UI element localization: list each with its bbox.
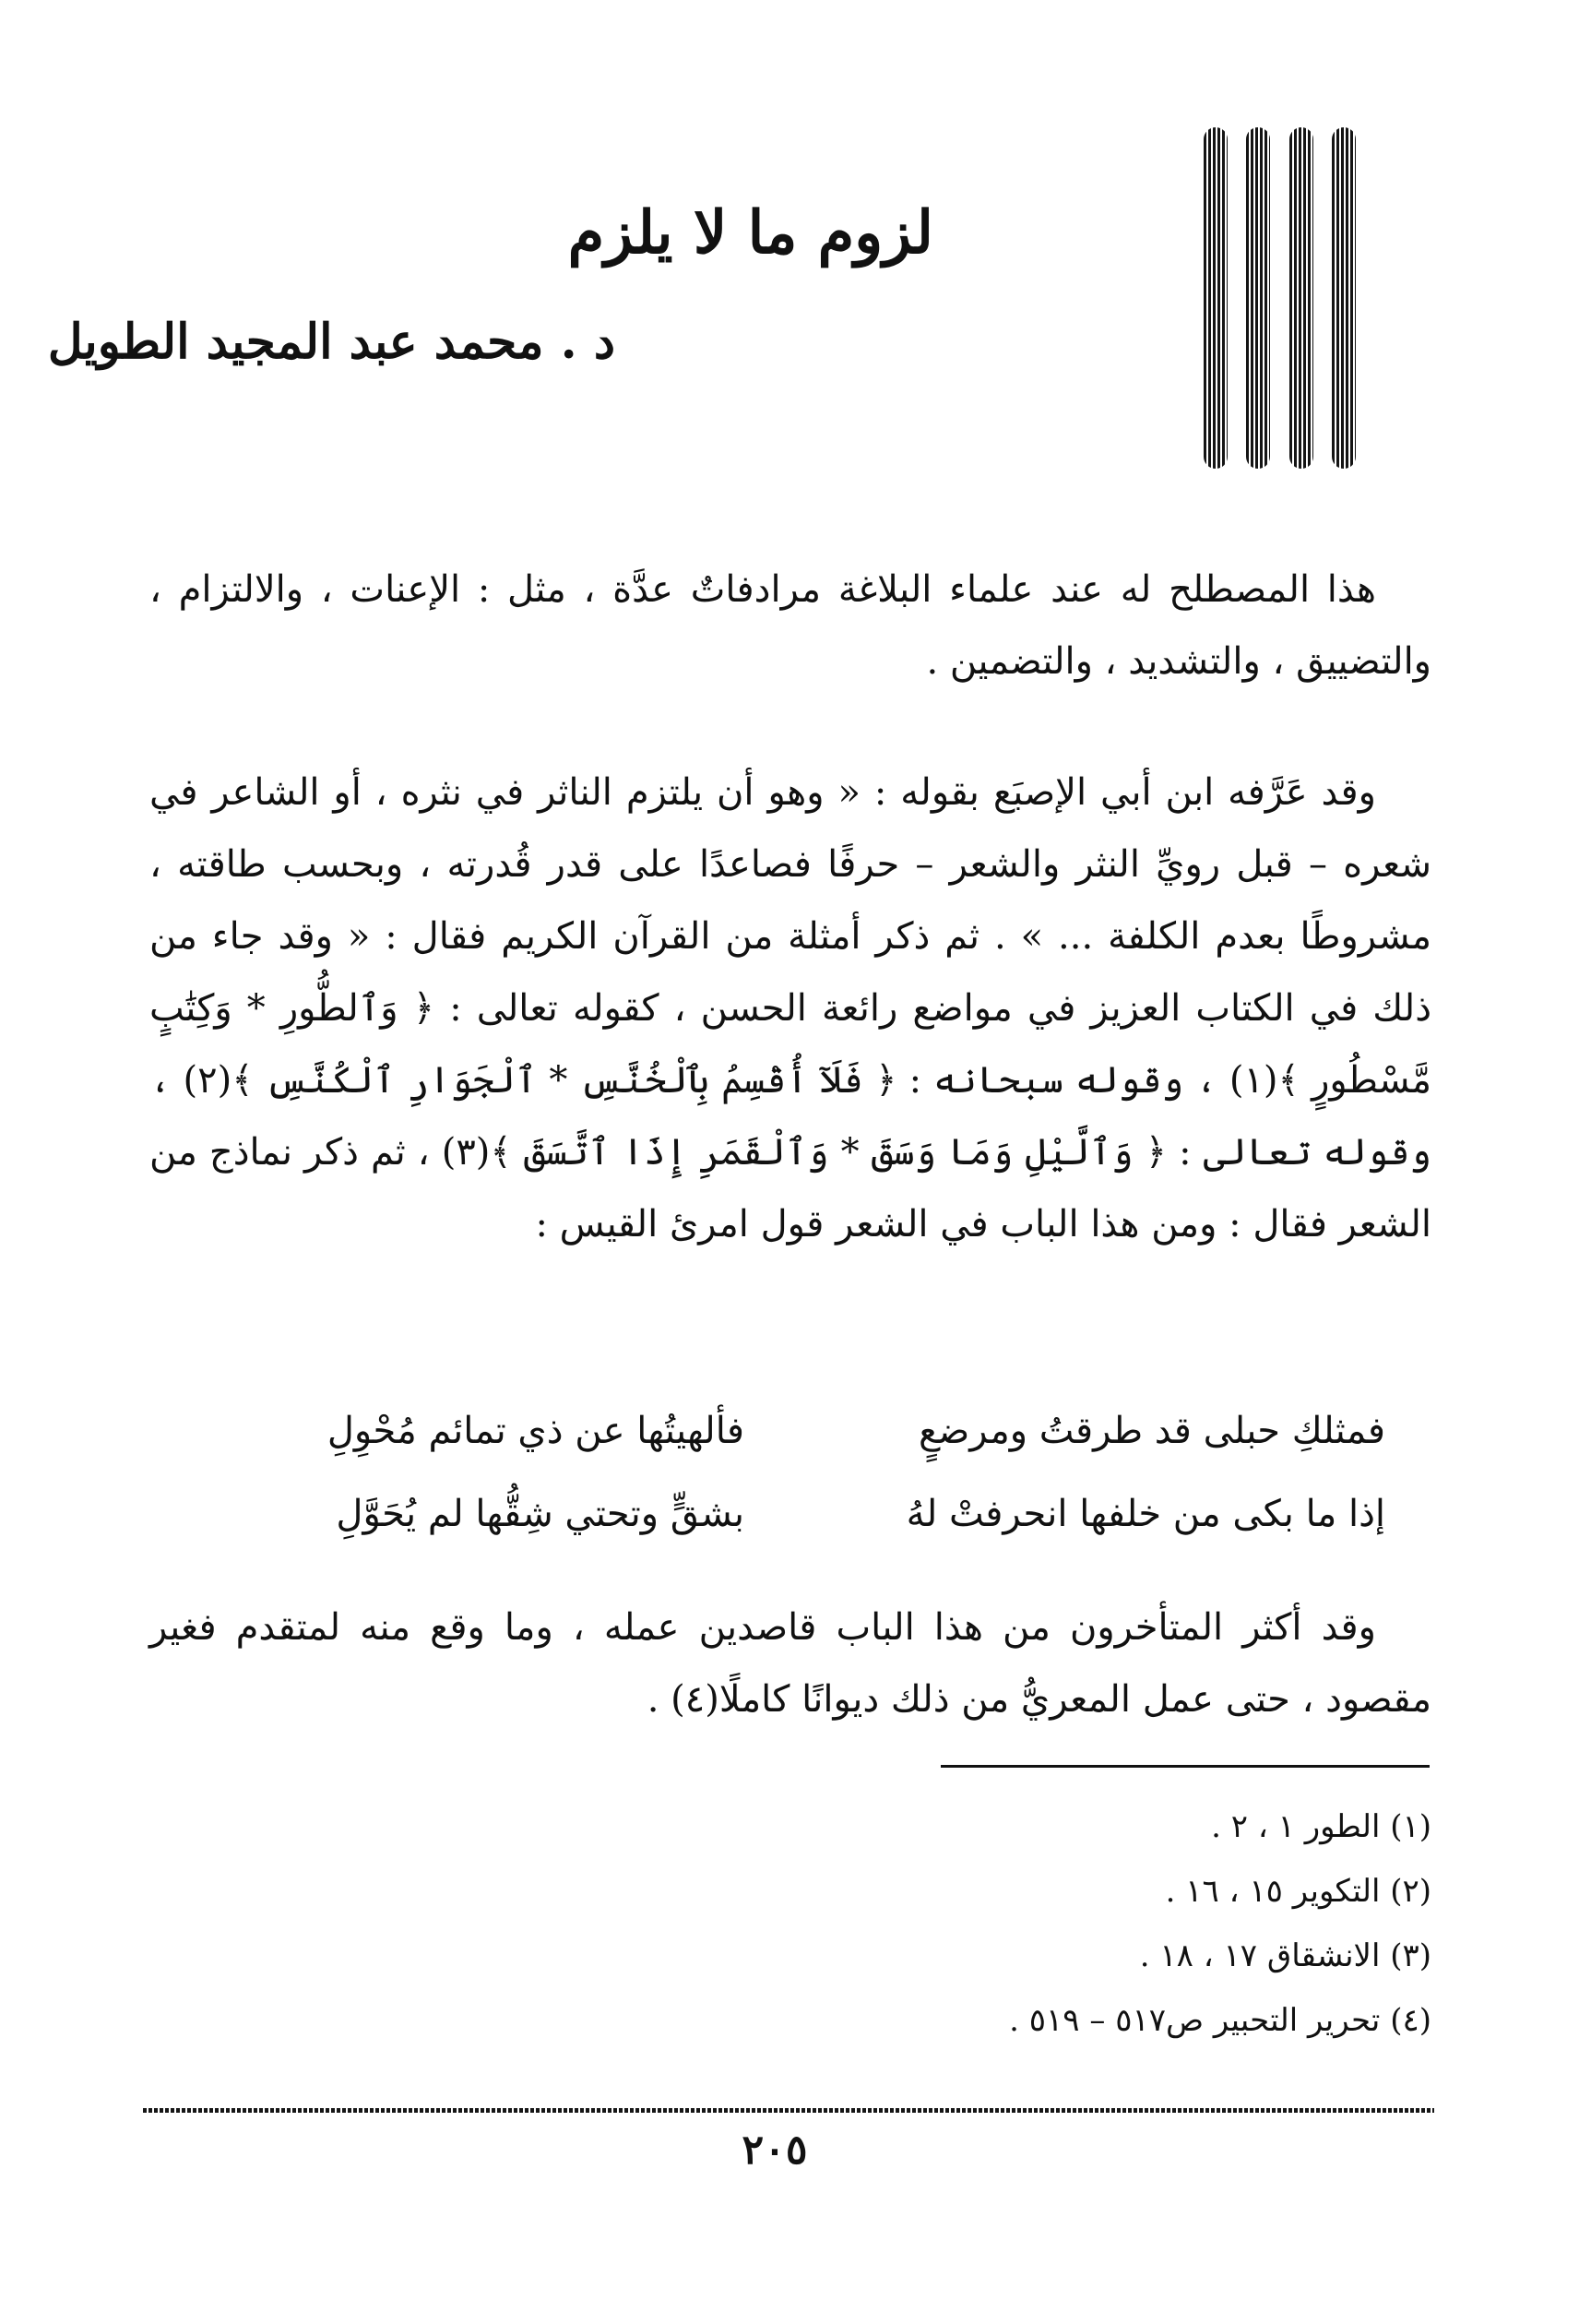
footnote-item: (٢) التكوير ١٥ ، ١٦ .	[1165, 1873, 1431, 1910]
verse-first-hemistich: إذا ما بكى من خلفها انحرفتْ لهُ	[906, 1493, 1385, 1535]
page-bottom-rule	[143, 2108, 1434, 2113]
body-paragraph-2: وقد عَرَّفه ابن أبي الإصبَع بقوله : « وهو أن يلتزم الناثر في نثره ، أو الشاعر في شعره – قبل رويِّ النثر والشعر – حرفًا فصاعدًا على قدر قُدرته ، وبحسب طاقته ، مشروطًا بعدم الكلفة ... » . ثم ذكر أمثلة من القرآن الكريم فقال : « وقد جاء من ذلك في الكتاب العزيز في مواضع رائعة الحسن ، كقوله تعالى : ﴿ وَٱلطُّورِ * وَكِتَٰبٍ مَّسْطُورٍ ﴾(١) ، وقوله سبحانه : ﴿ فَلَآ أُقْسِمُ بِٱلْخُنَّسِ * ٱلْجَوَارِ ٱلْكُنَّسِ ﴾(٢) ، وقوله تعالى : ﴿ وَٱلَّيْلِ وَمَا وَسَقَ * وَٱلْقَمَرِ إِذَا ٱتَّسَقَ ﴾(٣) ، ثم ذكر نماذج من الشعر فقال : ومن هذا الباب في الشعر قول امرئ القيس :	[149, 771, 1431, 1245]
verse-second-hemistich: بشقٍّ وتحتي شِقُّها لم يُحَوَّلِ	[336, 1493, 744, 1535]
verse-second-hemistich: فألهيتُها عن ذي تمائم مُحْوِلِ	[326, 1410, 744, 1452]
footnote-item: (١) الطور ١ ، ٢ .	[1211, 1808, 1431, 1845]
decorative-bar	[1332, 127, 1356, 469]
footnote-separator	[941, 1765, 1430, 1768]
page-number: ٢٠٥	[742, 2127, 808, 2174]
body-paragraph-3: وقد أكثر المتأخرون من هذا الباب قاصدين عمله ، وما وقع منه لمتقدم فغير مقصود ، حتى عمل المعريُّ من ذلك ديوانًا كاملًا(٤) .	[149, 1606, 1431, 1721]
poetry-verse-2	[149, 1476, 1431, 1552]
footnote-item: (٣) الانشقاق ١٧ ، ١٨ .	[1139, 1937, 1431, 1974]
decorative-bar	[1246, 127, 1270, 469]
article-title: لزوم ما لا يلزم	[567, 198, 933, 268]
footnote-item: (٤) تحرير التحبير ص٥١٧ – ٥١٩ .	[1009, 2002, 1431, 2039]
decorative-bar	[1289, 127, 1313, 469]
decorative-bars	[1204, 127, 1356, 469]
decorative-bar	[1204, 127, 1228, 469]
footnotes	[1009, 1794, 1431, 2053]
verse-first-hemistich: فمثلكِ حبلى قد طرقتُ ومرضعٍ	[919, 1410, 1385, 1452]
poetry-verse-1	[149, 1393, 1431, 1469]
body-paragraph-1: هذا المصطلح له عند علماء البلاغة مرادفاتٌ عدَّة ، مثل : الإعنات ، والالتزام ، والتضييق ، والتشديد ، والتضمين .	[149, 568, 1431, 683]
article-author: د . محمد عبد المجيد الطويل	[47, 314, 615, 370]
